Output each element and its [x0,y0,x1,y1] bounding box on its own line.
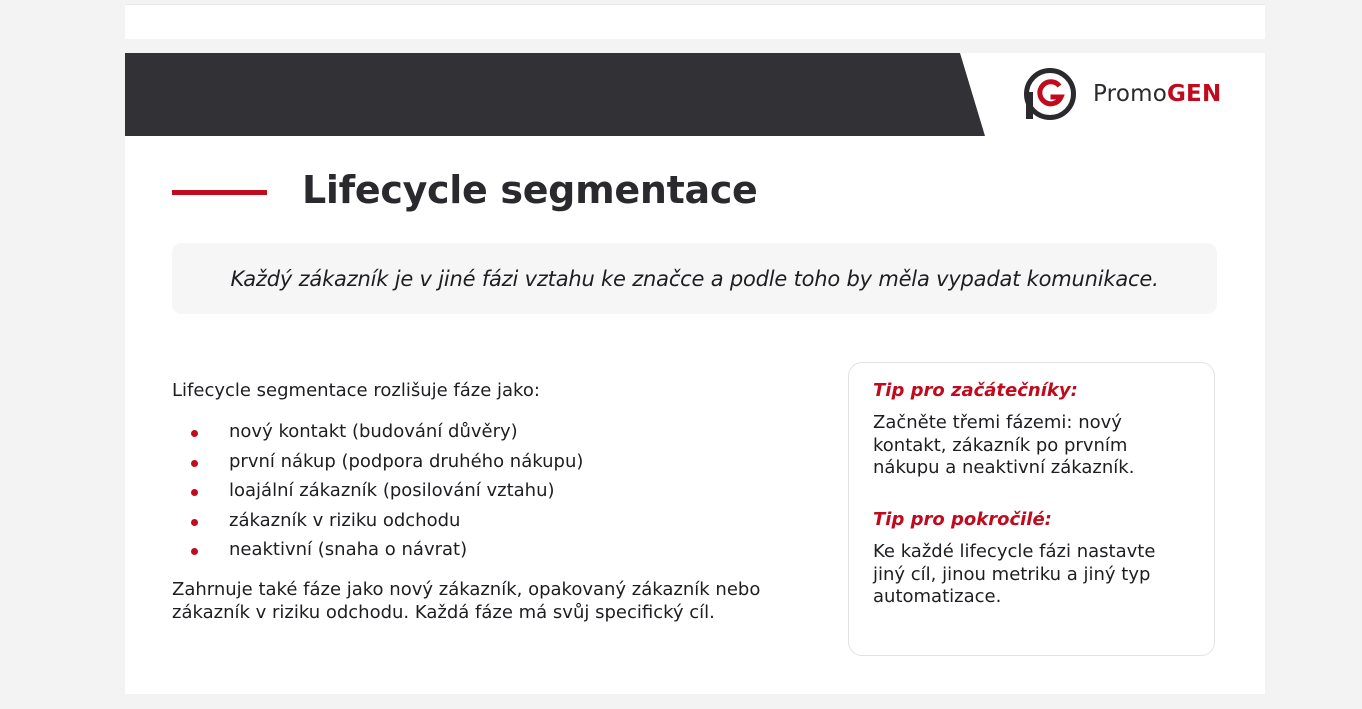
brand-name [1093,81,1221,107]
list-item-text: nový kontakt (budování důvěry) [229,421,518,442]
quote-box [172,243,1217,314]
bullet-dot-icon [191,489,198,496]
list-item [172,478,583,508]
header-band [125,53,985,136]
list-item [172,449,583,479]
page-title: Lifecycle segmentace [302,168,758,212]
previous-slide-edge [125,4,1265,39]
list-item [172,419,583,449]
advanced-tip-heading: Tip pro pokročilé: [873,509,1052,530]
brand-name-plain: Promo [1093,81,1167,107]
slide [125,53,1265,694]
list-item-text: první nákup (podpora druhého nákupu) [229,450,584,472]
promogen-g-logo-icon [1023,67,1077,121]
outro-text: Zahrnuje také fáze jako nový zákazník, opakovaný zákazník nebo zákazník v riziku odchodu. Každá fáze má svůj specifický cíl. [172,579,761,623]
beginner-tip-heading: Tip pro začátečníky: [873,380,1078,401]
brand-logo [1023,68,1221,120]
advanced-tip-text: Ke každé lifecycle fázi nastavte jiný cíl, jinou metriku a jiný typ automatizace. [873,541,1156,607]
bullet-dot-icon [191,460,198,467]
bullet-dot-icon [191,430,198,437]
beginner-tip-text: Začněte třemi fázemi: nový kontakt, zákazník po prvním nákupu a neaktivní zákazník. [873,412,1135,478]
list-item-text: loajální zákazník (posilování vztahu) [229,480,555,501]
tips-box [848,362,1215,656]
list-item [172,537,583,567]
lifecycle-phase-list [172,419,583,567]
list-item-text: zákazník v riziku odchodu [229,509,461,531]
intro-text: Lifecycle segmentace rozlišuje fáze jako: [172,380,540,401]
brand-name-accent: GEN [1166,81,1222,107]
list-item [172,508,583,538]
list-item-text: neaktivní (snaha o návrat) [229,539,468,560]
bullet-dot-icon [191,519,198,526]
title-accent-rule [172,190,267,195]
bullet-dot-icon [191,548,198,555]
quote-text: Každý zákazník je v jiné fázi vztahu ke značce a podle toho by měla vypadat komunikace. [230,266,1159,291]
